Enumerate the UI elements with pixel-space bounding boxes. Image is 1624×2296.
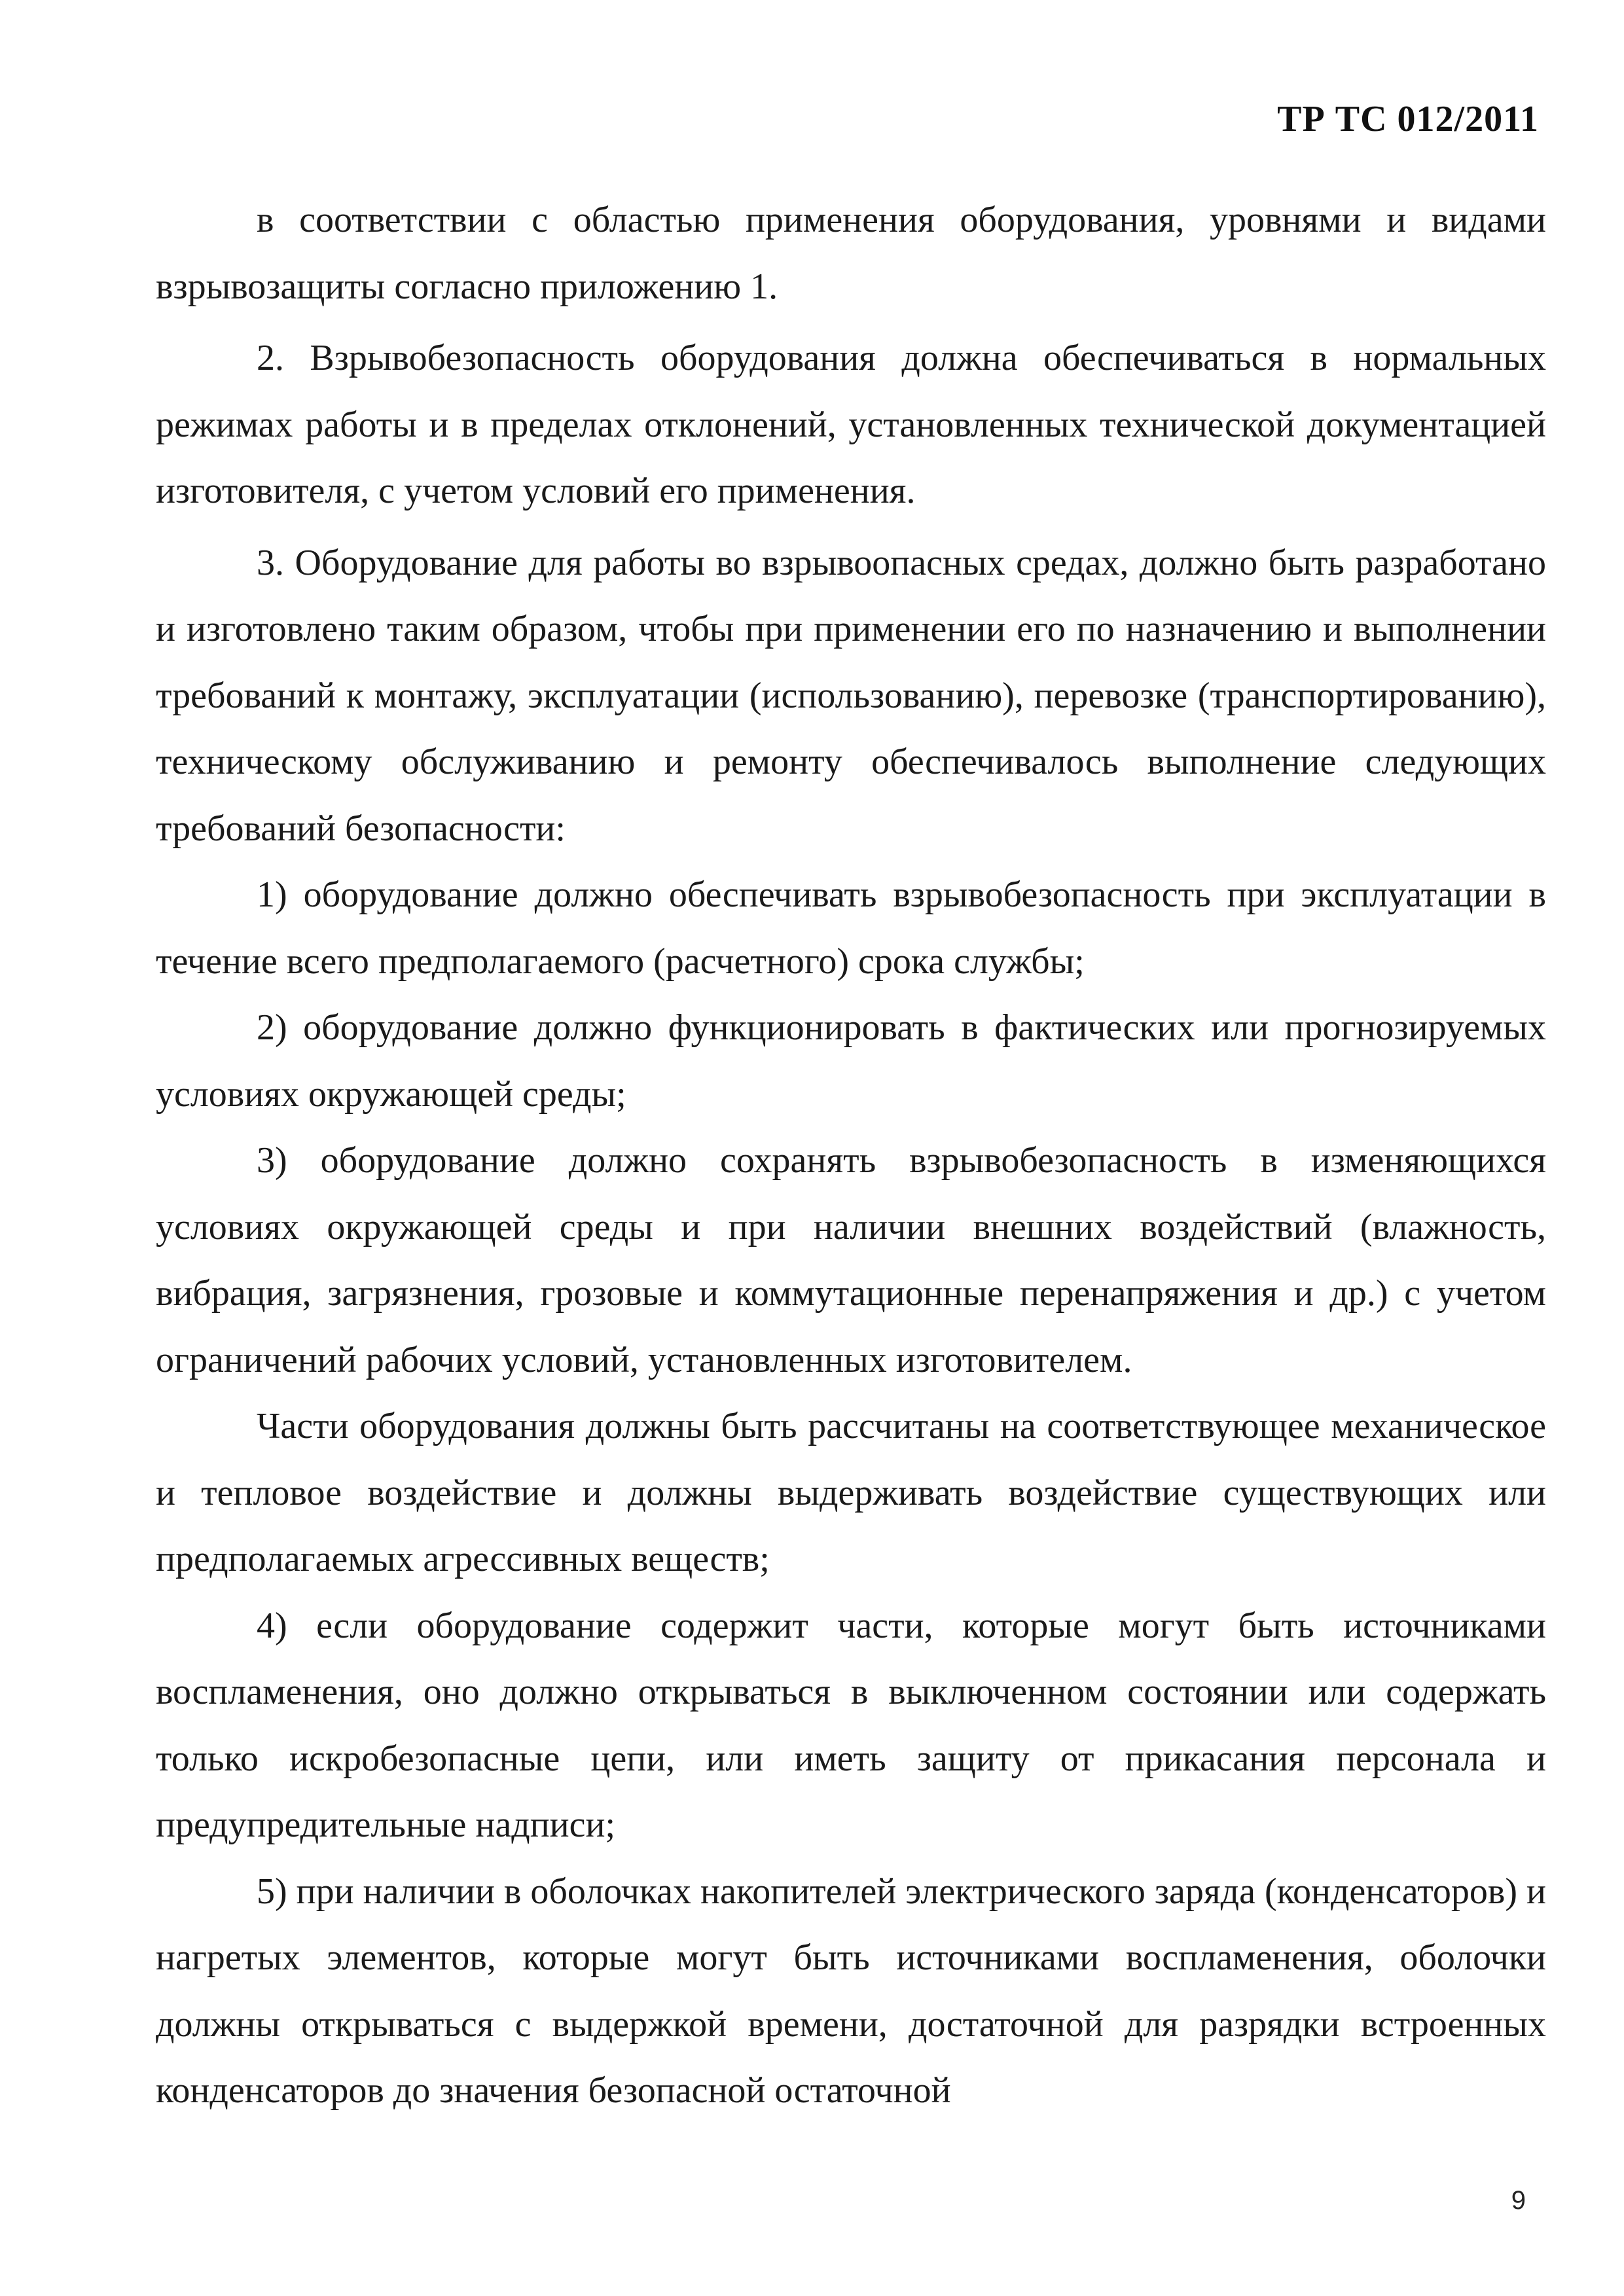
- document-body: [156, 187, 1546, 2125]
- paragraph-item-3: 3. Оборудование для работы во взрывоопасных средах, должно быть разработано и изготовлено таким образом, чтобы при применении его по назначению и выполнении требований к монтажу, эксплуатации (использованию), перевозке (транспортированию), техническому обслуживанию и ремонту обеспечивалось выполнение следующих требований безопасности:: [156, 542, 1546, 849]
- paragraph-subitem-1: 1) оборудование должно обеспечивать взрывобезопасность при эксплуатации в течение всего предполагаемого (расчетного) срока службы;: [156, 874, 1546, 982]
- paragraph-subitem-4: 4) если оборудование содержит части, которые могут быть источниками воспламенения, оно должно открываться в выключенном состоянии или содержать только искробезопасные цепи, или иметь защиту от прикасания персонала и предупредительные надписи;: [156, 1605, 1546, 1845]
- paragraph-intro-continuation: в соответствии с областью применения оборудования, уровнями и видами взрывозащиты согласно приложению 1.: [156, 200, 1546, 307]
- paragraph-subitem-2: 2) оборудование должно функционировать в фактических или прогнозируемых условиях окружающей среды;: [156, 1007, 1546, 1115]
- paragraph-subitem-3: 3) оборудование должно сохранять взрывобезопасность в изменяющихся условиях окружающей среды и при наличии внешних воздействий (влажность, вибрация, загрязнения, грозовые и коммутационные перенапряжения и др.) с учетом ограничений рабочих условий, установленных изготовителем.: [156, 1140, 1546, 1380]
- document-code-header: ТР ТС 012/2011: [1277, 99, 1539, 139]
- page-number: 9: [1511, 2186, 1526, 2215]
- paragraph-parts-requirements: Части оборудования должны быть рассчитаны на соответствующее механическое и тепловое воздействие и должны выдерживать воздействие существующих или предполагаемых агрессивных веществ;: [156, 1406, 1546, 1579]
- paragraph-item-2: 2. Взрывобезопасность оборудования должна обеспечиваться в нормальных режимах работы и в пределах отклонений, установленных технической документацией изготовителя, с учетом условий его применения.: [156, 338, 1546, 511]
- paragraph-subitem-5: 5) при наличии в оболочках накопителей электрического заряда (конденсаторов) и нагретых элементов, которые могут быть источниками воспламенения, оболочки должны открываться с выдержкой времени, достаточной для разрядки встроенных конденсаторов до значения безопасной остаточной: [156, 1871, 1546, 2111]
